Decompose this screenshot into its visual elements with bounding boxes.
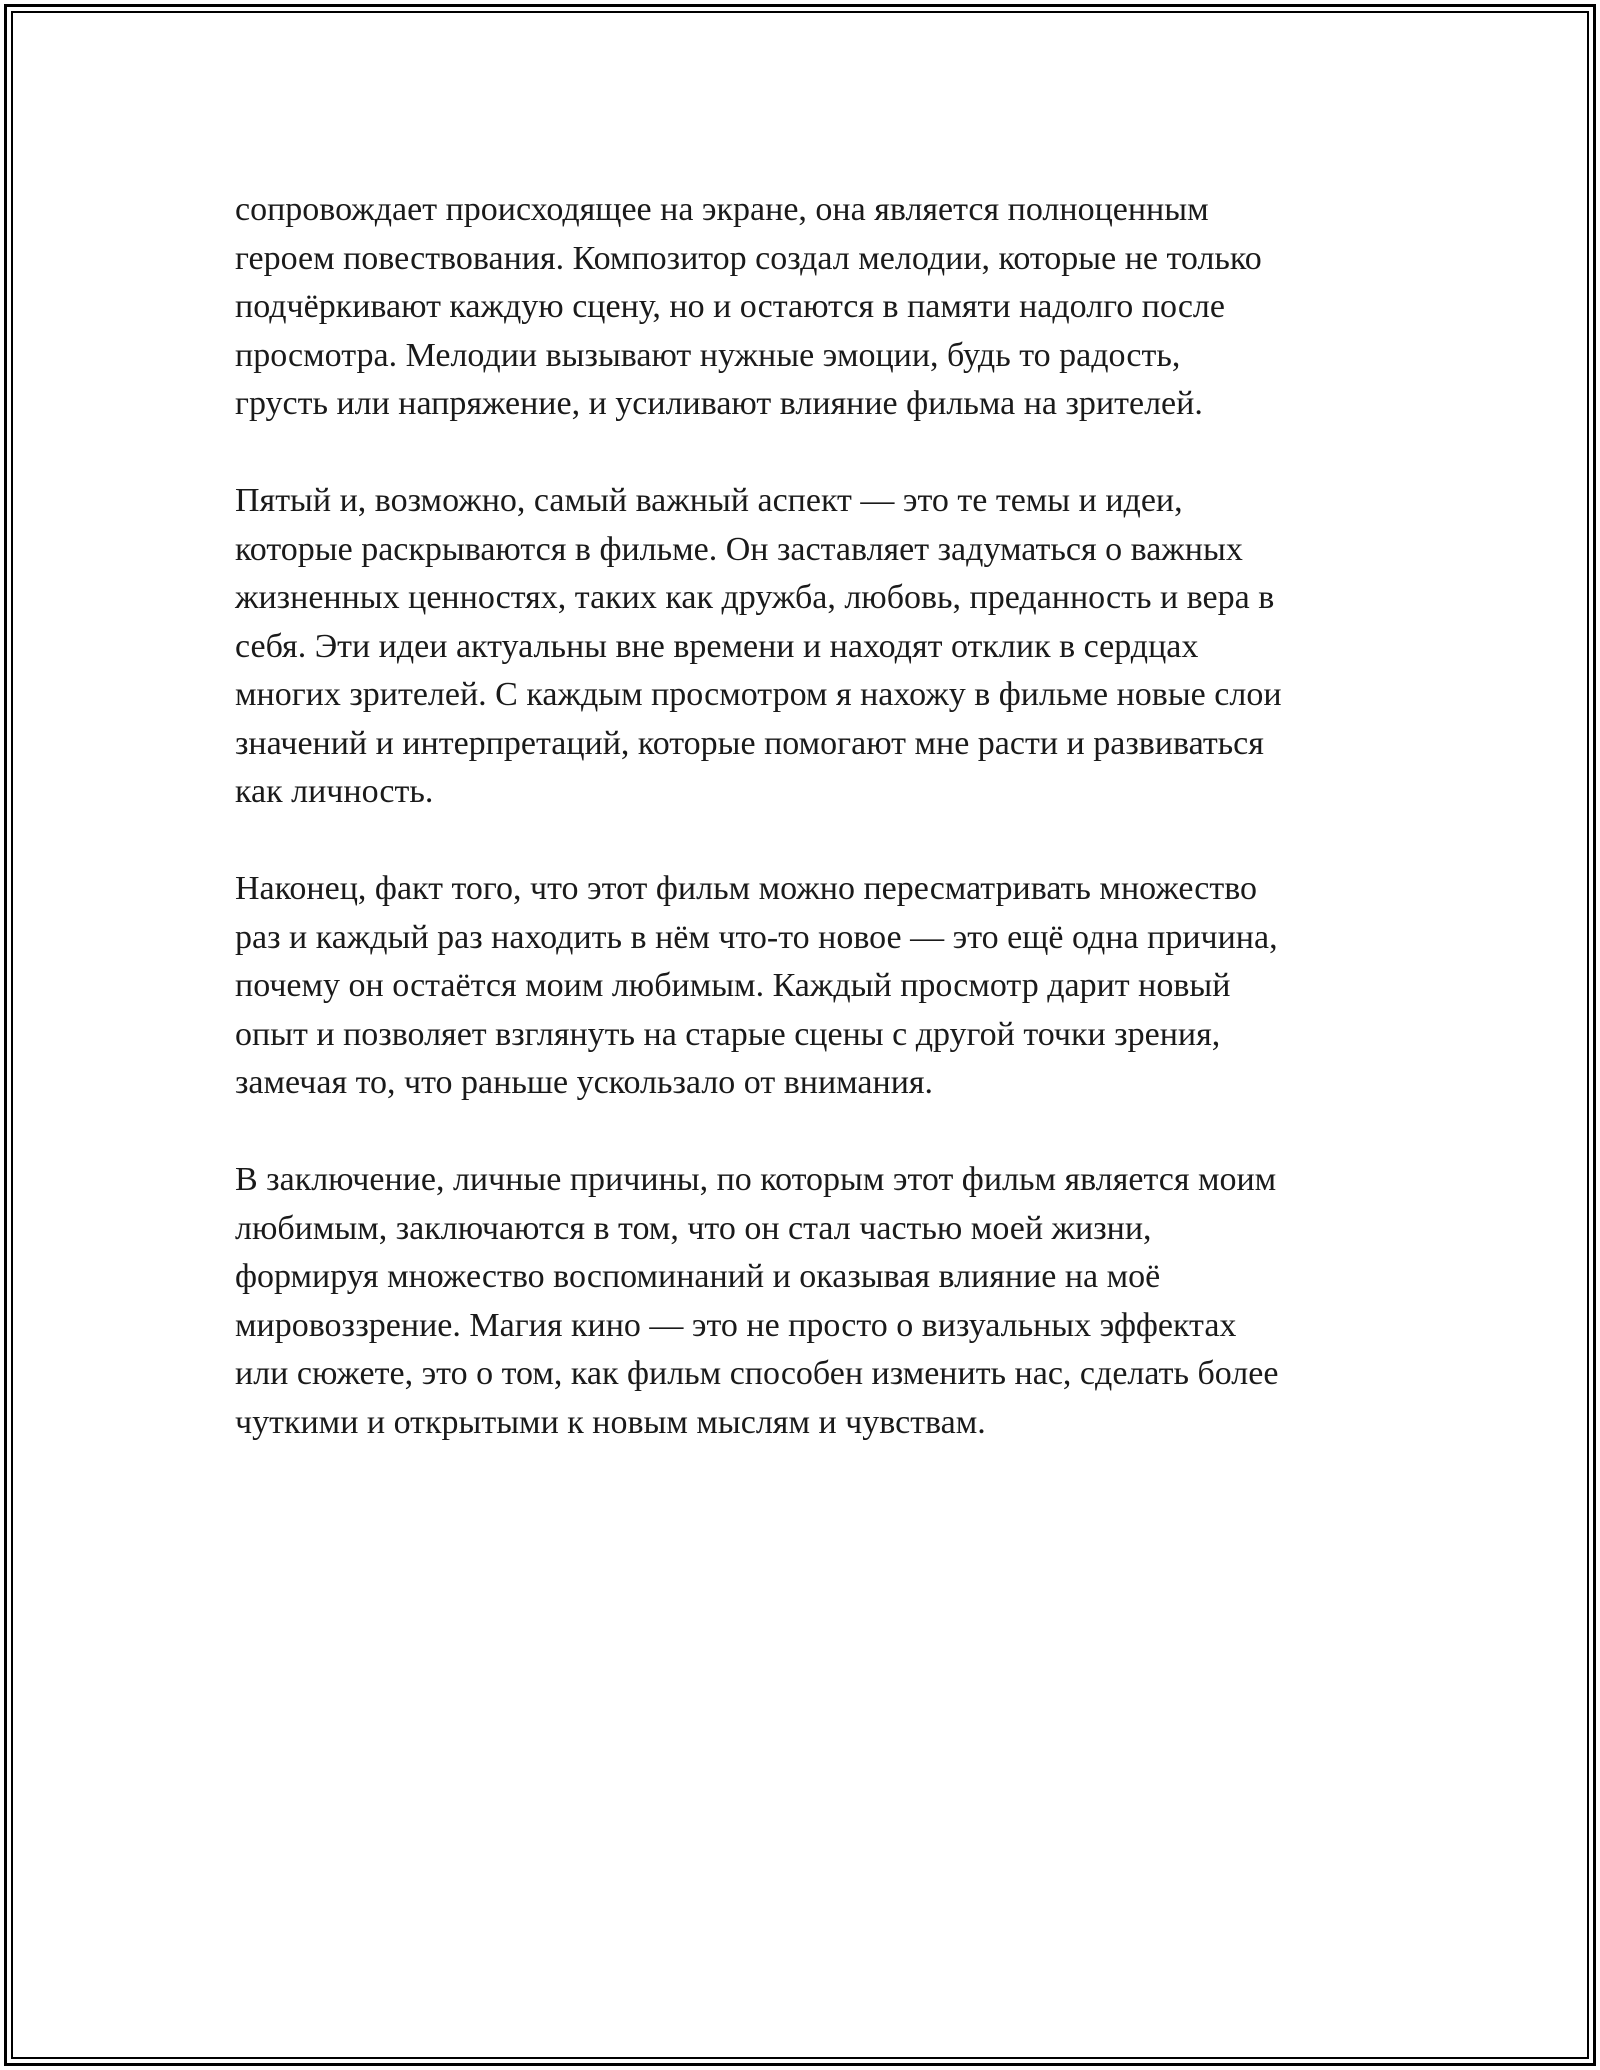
text-line: Пятый и, возможно, самый важный аспект — это те темы и идеи,	[235, 482, 1183, 519]
text-line: чуткими и открытыми к новым мыслям и чувствам.	[235, 1403, 986, 1441]
text-line: героем повествования. Композитор создал мелодии, которые не только	[235, 239, 1262, 277]
text-line: формируя множество воспоминаний и оказывая влияние на моё	[235, 1258, 1161, 1295]
text-line: почему он остаётся моим любимым. Каждый просмотр дарит новый	[235, 967, 1231, 1004]
text-line: Наконец, факт того, что этот фильм можно пересматривать множество	[235, 870, 1258, 907]
text-line: просмотра. Мелодии вызывают нужные эмоции, будь то радость,	[235, 336, 1181, 374]
text-line: подчёркивают каждую сцену, но и остаются в памяти надолго после	[235, 288, 1225, 325]
text-line: опыт и позволяет взглянуть на старые сцены с другой точки зрения,	[235, 1015, 1221, 1053]
text-line: которые раскрываются в фильме. Он заставляет задуматься о важных	[235, 530, 1243, 568]
text-line: как личность.	[235, 773, 434, 810]
text-line: В заключение, личные причины, по которым этот фильм является моим	[235, 1161, 1277, 1198]
text-line: грусть или напряжение, и усиливают влияние фильма на зрителей.	[235, 385, 1203, 422]
text-line: значений и интерпретаций, которые помогают мне расти и развиваться	[235, 724, 1264, 762]
paragraph-4	[235, 1156, 1375, 1447]
text-line: любимым, заключаются в том, что он стал частью моей жизни,	[235, 1209, 1152, 1247]
paragraph-2	[235, 477, 1375, 817]
paragraph-3	[235, 865, 1375, 1108]
text-line: многих зрителей. С каждым просмотром я нахожу в фильме новые слои	[235, 676, 1282, 713]
text-line: себя. Эти идеи актуальны вне времени и находят отклик в сердцах	[235, 627, 1199, 665]
document-body	[235, 186, 1375, 1496]
text-line: замечая то, что раньше ускользало от внимания.	[235, 1064, 934, 1101]
paragraph-1	[235, 186, 1375, 429]
text-line: мировоззрение. Магия кино — это не просто о визуальных эффектах	[235, 1306, 1237, 1344]
text-line: жизненных ценностях, таких как дружба, любовь, преданность и вера в	[235, 579, 1275, 616]
text-line: или сюжете, это о том, как фильм способен изменить нас, сделать более	[235, 1355, 1279, 1392]
text-line: сопровождает происходящее на экране, она является полноценным	[235, 191, 1209, 228]
text-line: раз и каждый раз находить в нём что-то новое — это ещё одна причина,	[235, 918, 1278, 956]
